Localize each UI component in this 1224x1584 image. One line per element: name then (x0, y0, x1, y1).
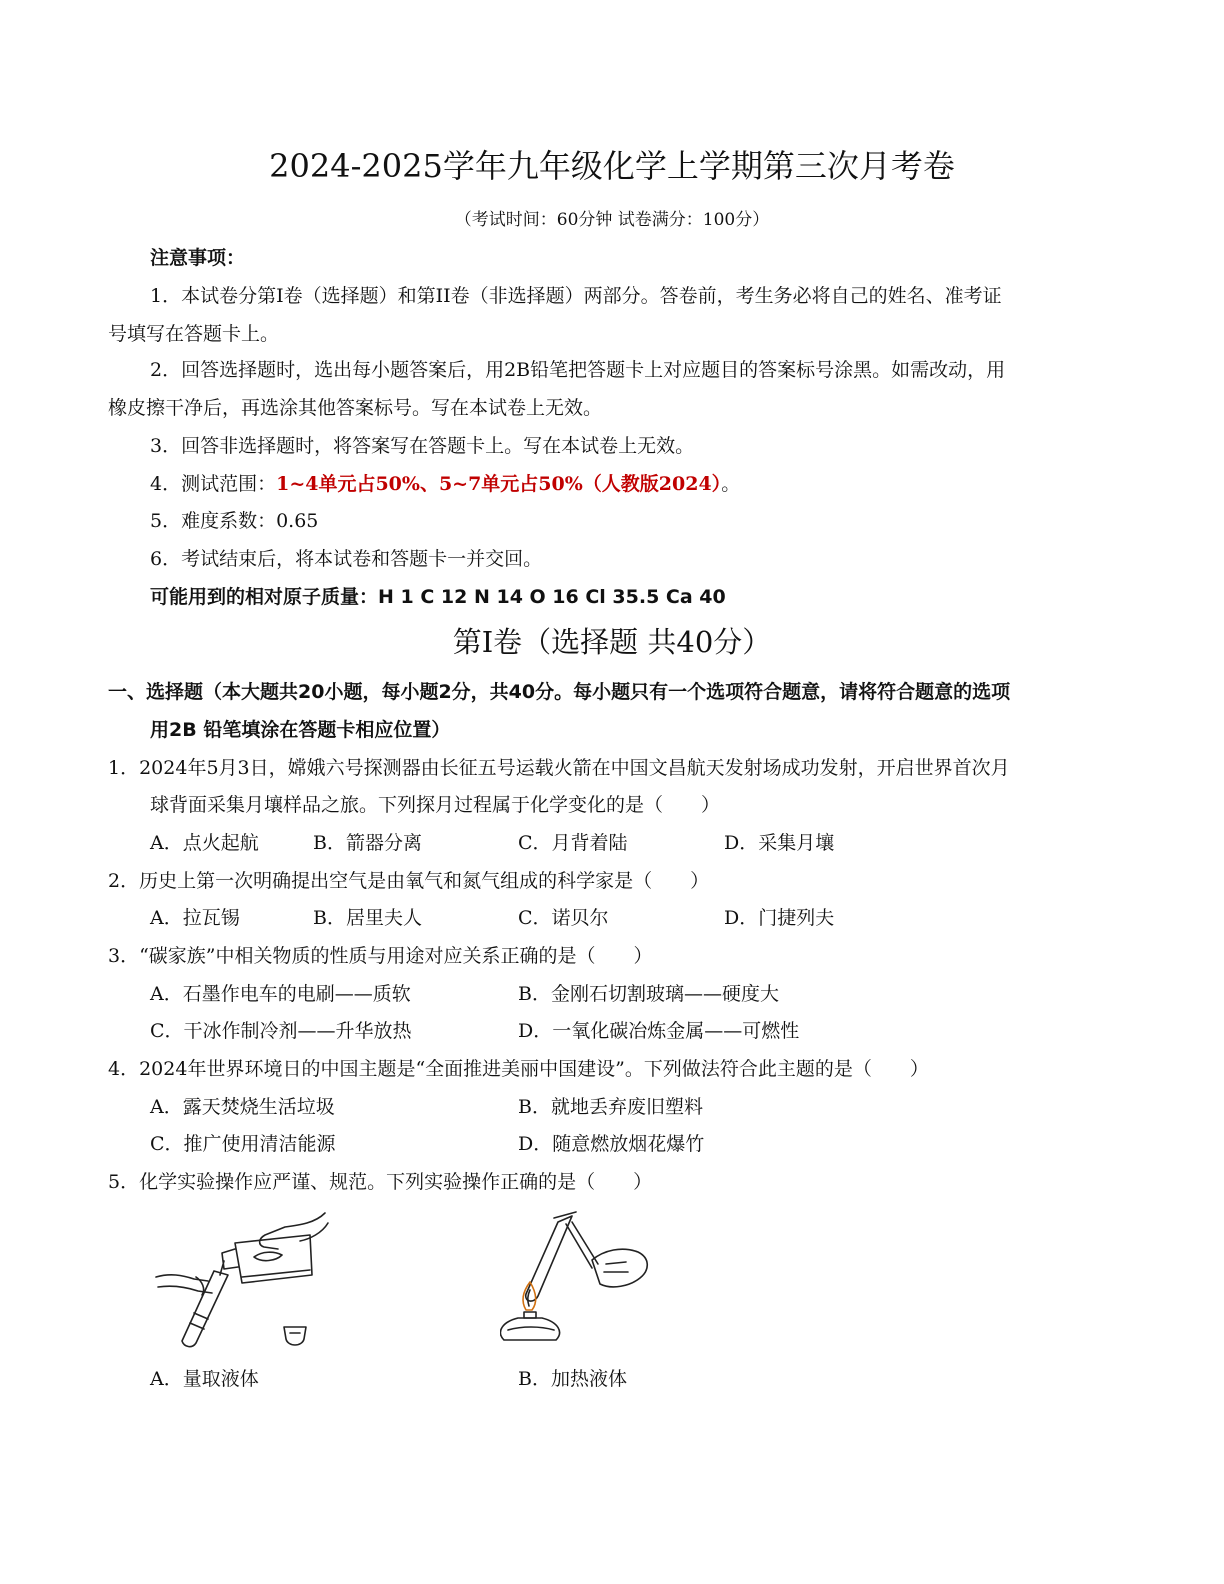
q2-option-b: B．居里夫人 (313, 907, 422, 929)
q5-option-a: A．量取液体 (150, 1368, 259, 1390)
question-3-stem: 3．“碳家族”中相关物质的性质与用途对应关系正确的是（ ） (108, 945, 653, 967)
note-2: 2．回答选择题时，选出每小题答案后，用2B铅笔把答题卡上对应题目的答案标号涂黑。如需改动，用 (150, 359, 1006, 381)
question-1-stem-cont: 球背面采集月壤样品之旅。下列探月过程属于化学变化的是（ ） (150, 794, 721, 816)
exam-info: （考试时间：60分钟 试卷满分：100分） (454, 210, 770, 230)
page-title: 2024-2025学年九年级化学上学期第三次月考卷 (269, 147, 955, 185)
note-1: 1．本试卷分第I卷（选择题）和第II卷（非选择题）两部分。答卷前，考生务必将自己的姓名、准考证 (150, 285, 1002, 307)
note-4-suffix: 。 (721, 473, 741, 495)
test-range: 1~4单元占50%、5~7单元占50%（人教版2024） (276, 473, 722, 495)
question-4-stem: 4．2024年世界环境日的中国主题是“全面推进美丽中国建设”。下列做法符合此主题的是（ ） (108, 1058, 929, 1080)
section-instruction: 一、选择题（本大题共20小题，每小题2分，共40分。每小题只有一个选项符合题意，请将符合题意的选项 (108, 681, 1011, 703)
q4-option-c: C．推广使用清洁能源 (150, 1133, 336, 1155)
q1-option-d: D．采集月壤 (724, 832, 835, 854)
q1-option-a: A．点火起航 (150, 832, 259, 854)
figure-heat-liquid (500, 1210, 660, 1350)
q1-option-b: B．箭器分离 (313, 832, 422, 854)
q3-option-a: A．石墨作电车的电刷——质软 (150, 983, 411, 1005)
q3-option-c: C．干冰作制冷剂——升华放热 (150, 1020, 412, 1042)
q2-option-d: D．门捷列夫 (724, 907, 835, 929)
question-5-stem: 5．化学实验操作应严谨、规范。下列实验操作正确的是（ ） (108, 1171, 653, 1193)
q2-option-a: A．拉瓦锡 (150, 907, 240, 929)
q3-option-d: D．一氧化碳冶炼金属——可燃性 (518, 1020, 800, 1042)
note-6: 6．考试结束后，将本试卷和答题卡一并交回。 (150, 548, 543, 570)
q4-option-a: A．露天焚烧生活垃圾 (150, 1096, 335, 1118)
note-2-cont: 橡皮擦干净后，再选涂其他答案标号。写在本试卷上无效。 (108, 397, 603, 419)
q2-option-c: C．诺贝尔 (518, 907, 609, 929)
q1-option-c: C．月背着陆 (518, 832, 628, 854)
note-3: 3．回答非选择题时，将答案写在答题卡上。写在本试卷上无效。 (150, 435, 695, 457)
q3-option-b: B．金刚石切割玻璃——硬度大 (518, 983, 779, 1005)
note-4 (150, 471, 740, 497)
figure-pour-liquid (150, 1205, 340, 1353)
q5-option-b: B．加热液体 (518, 1368, 627, 1390)
note-5: 5．难度系数：0.65 (150, 510, 319, 532)
note-4-prefix: 4．测试范围： (150, 473, 277, 495)
question-1-stem: 1．2024年5月3日，嫦娥六号探测器由长征五号运载火箭在中国文昌航天发射场成功发射，开启世界首次月 (108, 757, 1010, 779)
section-title: 第I卷（选择题 共40分） (452, 625, 772, 659)
q4-option-d: D．随意燃放烟花爆竹 (518, 1133, 705, 1155)
question-2-stem: 2．历史上第一次明确提出空气是由氧气和氮气组成的科学家是（ ） (108, 870, 710, 892)
q4-option-b: B．就地丢弃废旧塑料 (518, 1096, 703, 1118)
note-1-cont: 号填写在答题卡上。 (108, 323, 280, 345)
notes-heading: 注意事项： (150, 247, 246, 269)
section-instruction-cont: 用2B 铅笔填涂在答题卡相应位置） (150, 719, 451, 741)
atomic-masses: 可能用到的相对原子质量：H 1 C 12 N 14 O 16 Cl 35.5 Ca 40 (150, 586, 726, 608)
